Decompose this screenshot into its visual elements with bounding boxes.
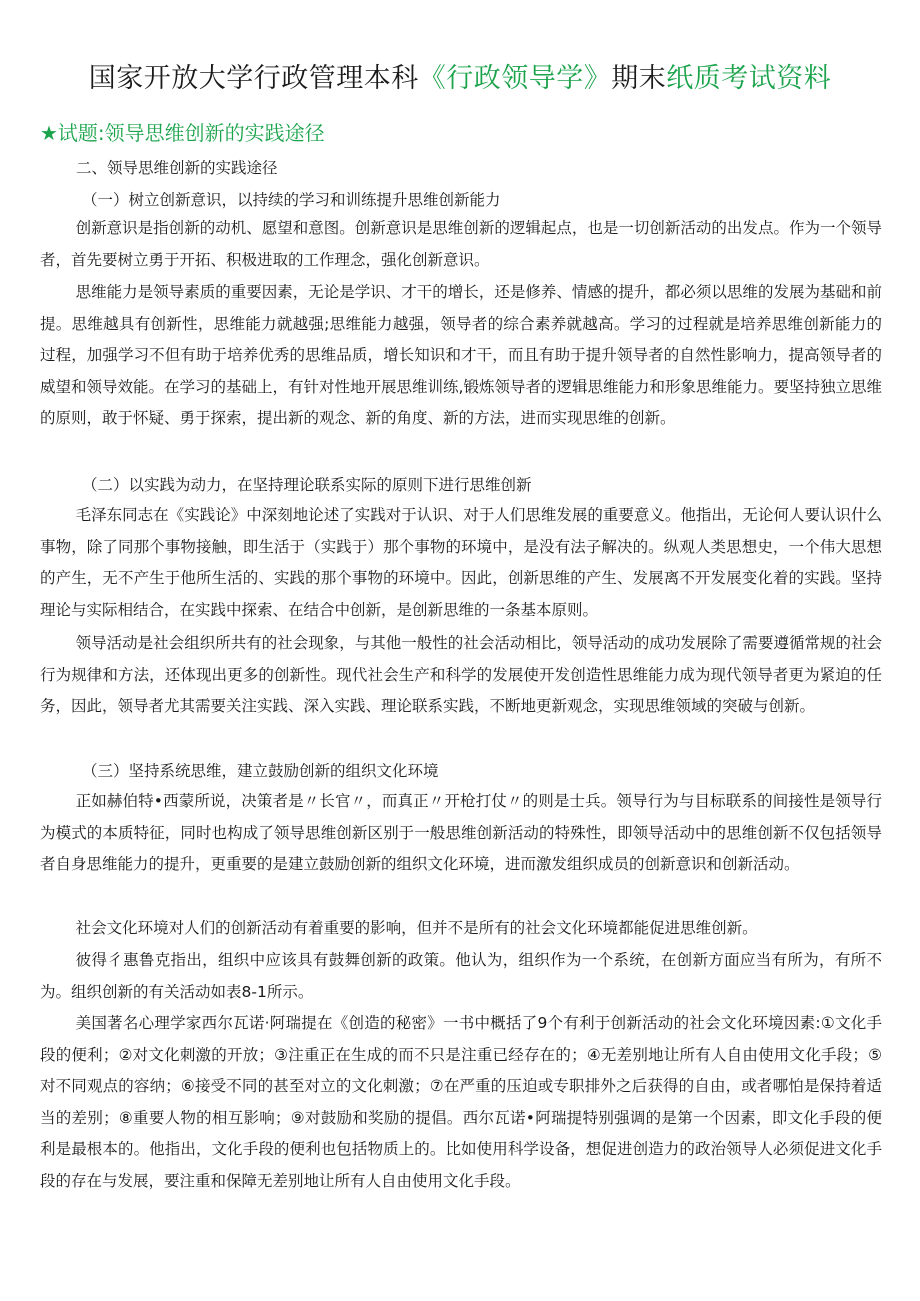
paragraph-4: 领导活动是社会组织所共有的社会现象，与其他一般性的社会活动相比，领导活动的成功发展除了需要遵循常规的社会行为规律和方法，还体现出更多的创新性。现代社会生产和科学的发展使开发创造性思维能力成为现代领导者更为紧迫的任务，因此，领导者尤其需要关注实践、深入实践、理论联系实践，不断地更新观念，实现思维领域的突破与创新。 — [40, 634, 882, 715]
paragraph-8: 美国著名心理学家西尔瓦诺·阿瑞提在《创造的秘密》一书中概括了9个有利于创新活动的社会文化环境因素:①文化手段的便利；②对文化刺激的开放；③注重正在生成的而不只是注重已经存在的；④无差别地让所有人自由使用文化手段；⑤对不同观点的容纳；⑥接受不同的甚至对立的文化刺激；⑦在严重的压迫或专职排外之后获得的自由，或者哪怕是保持着适当的差别；⑧重要人物的相互影响；⑨对鼓励和奖励的提倡。西尔瓦诺•阿瑞提特别强调的是第一个因素，即文化手段的便利是最根本的。他指出，文化手段的便利也包括物质上的。比如使用科学设备，想促进创造力的政治领导人必须促进文化手段的存在与发展，要注重和保障无差别地让所有人自由使用文化手段。 — [40, 1014, 882, 1190]
subsection-heading-2: （二）以实践为动力，在坚持理论联系实际的原则下进行思维创新 — [82, 476, 532, 494]
subsection-heading-1: （一）树立创新意识，以持续的学习和训练提升思维创新能力 — [82, 191, 501, 209]
paragraph-7: 彼得彳惠鲁克指出，组织中应该具有鼓舞创新的政策。他认为，组织作为一个系统，在创新方面应当有所为，有所不为。组织创新的有关活动如表8-1所示。 — [40, 951, 882, 1001]
topic-heading: ★试题:领导思维创新的实践途径 — [40, 121, 325, 145]
document-title — [0, 56, 920, 95]
title-part-1: 国家开放大学行政管理本科 — [88, 63, 419, 94]
title-part-4: 纸质考试资料 — [666, 63, 832, 94]
title-course-name: 《行政领导学》 — [418, 63, 612, 94]
paragraph-6: 社会文化环境对人们的创新活动有着重要的影响，但并不是所有的社会文化环境都能促进思维创新。 — [75, 919, 758, 937]
title-part-3: 期末 — [611, 63, 667, 94]
paragraph-2: 思维能力是领导素质的重要因素，无论是学识、才干的增长，还是修养、情感的提升，都必须以思维的发展为基础和前提。思维越具有创新性，思维能力就越强;思维能力越强，领导者的综合素养就越高。学习的过程就是培养思维创新能力的过程，加强学习不但有助于培养优秀的思维品质，增长知识和才干，而且有助于提升领导者的自然性影响力，提高领导者的威望和领导效能。在学习的基础上，有针对性地开展思维训练,锻炼领导者的逻辑思维能力和形象思维能力。要坚持独立思维的原则，敢于怀疑、勇于探索，提出新的观念、新的角度、新的方法，进而实现思维的创新。 — [40, 283, 882, 427]
section-heading: 二、领导思维创新的实践途径 — [76, 159, 278, 177]
paragraph-1: 创新意识是指创新的动机、愿望和意图。创新意识是思维创新的逻辑起点，也是一切创新活动的出发点。作为一个领导者，首先要树立勇于开拓、积极进取的工作理念，强化创新意识。 — [40, 219, 882, 269]
paragraph-5: 正如赫伯特•西蒙所说，决策者是〃长官〃，而真正〃开枪打仗〃的则是士兵。领导行为与目标联系的间接性是领导行为模式的本质特征，同时也构成了领导思维创新区别于一般思维创新活动的特殊性，即领导活动中的思维创新不仅包括领导者自身思维能力的提升，更重要的是建立鼓励创新的组织文化环境，进而激发组织成员的创新意识和创新活动。 — [40, 792, 882, 873]
paragraph-3: 毛泽东同志在《实践论》中深刻地论述了实践对于认识、对于人们思维发展的重要意义。他指出，无论何人要认识什么事物，除了同那个事物接触，即生活于（实践于）那个事物的环境中，是没有法子解决的。纵观人类思想史，一个伟大思想的产生，无不产生于他所生活的、实践的那个事物的环境中。因此，创新思维的产生、发展离不开发展变化着的实践。坚持理论与实际相结合，在实践中探索、在结合中创新，是创新思维的一条基本原则。 — [40, 506, 882, 619]
subsection-heading-3: （三）坚持系统思维，建立鼓励创新的组织文化环境 — [82, 762, 439, 780]
